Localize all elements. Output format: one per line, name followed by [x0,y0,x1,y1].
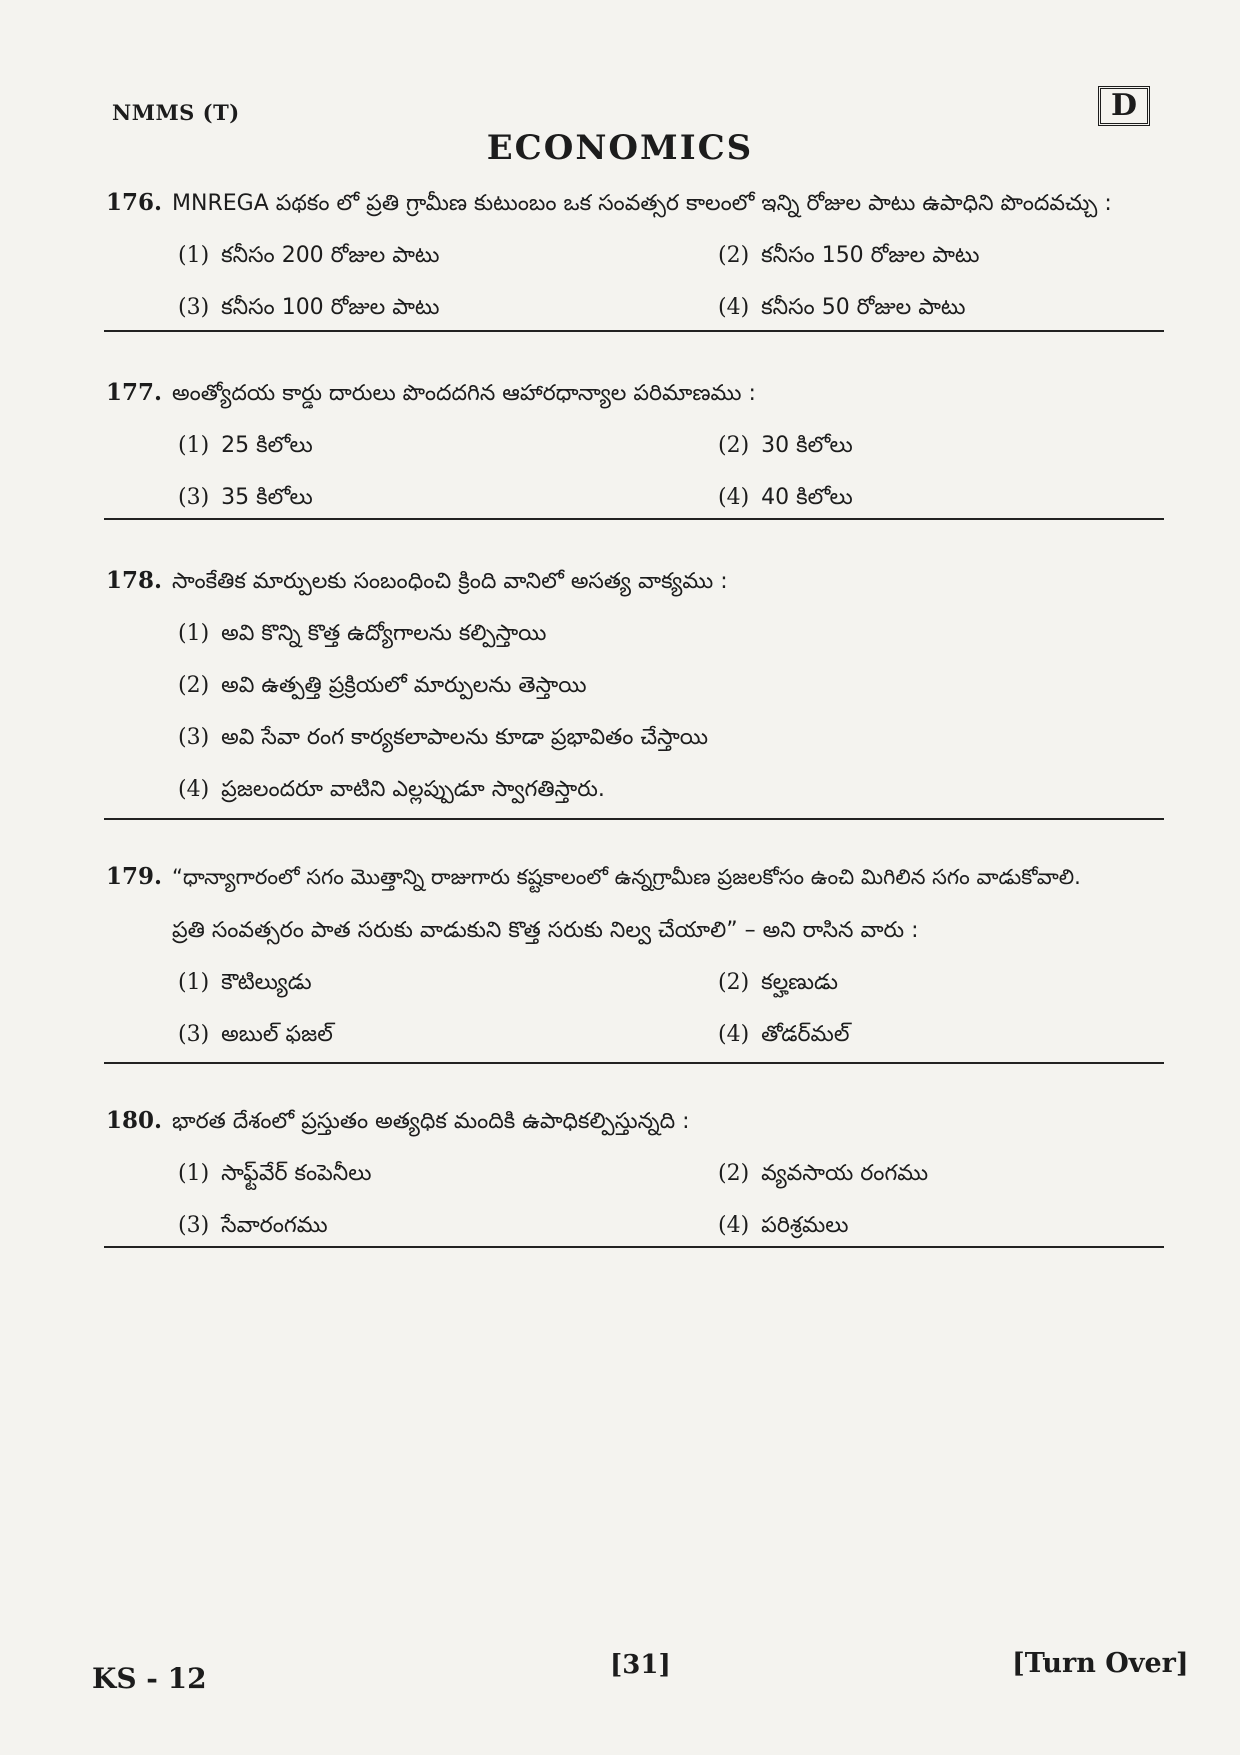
options-grid [178,431,1164,513]
option-3: (3) అవి సేవా రంగ కార్యకలాపాలను కూడా ప్రభావితం చేస్తాయి [178,725,709,750]
option-2: (2) అవి ఉత్పత్తి ప్రక్రియలో మార్పులను తెస్తాయి [178,673,587,698]
option-1: (1) కనీసం 200 రోజుల పాటు [178,243,440,268]
option-3: (3) అబుల్ ఫజల్ [178,1022,333,1047]
option-1: (1) అవి కొన్ని కొత్త ఉద్యోగాలను కల్పిస్తాయి [178,621,547,646]
question-stem: “ధాన్యాగారంలో సగం మొత్తాన్ని రాజుగారు కష్టకాలంలో ఉన్నగ్రామీణ ప్రజలకోసం ఉంచి మిగిలిన సగం వాడుకోవాలి. [172,865,1081,889]
option-3: (3) 35 కిలోలు [178,485,313,510]
question-divider [104,330,1164,332]
question-stem-line [106,188,1164,219]
question-divider [104,518,1164,520]
option-4: (4) కనీసం 50 రోజుల పాటు [718,295,966,320]
question-stem-continued: ప్రతి సంవత్సరం పాత సరుకు వాడుకుని కొత్త సరుకు నిల్వ చేయాలి” – అని రాసిన వారు : [172,918,919,943]
question-stem: అంత్యోదయ కార్డు దారులు పొందదగిన ఆహారధాన్యాల పరిమాణము : [172,381,756,406]
question-number: 177. [106,379,163,406]
page-number: [31] [610,1650,671,1680]
option-4: (4) ప్రజలందరూ వాటిని ఎల్లప్పుడూ స్వాగతిస్తారు. [178,777,605,802]
option-2: (2) వ్యవసాయ రంగము [718,1161,929,1186]
exam-code: NMMS (T) [112,100,240,125]
option-1: (1) 25 కిలోలు [178,433,313,458]
options-grid [178,1159,1164,1241]
question-divider [104,1246,1164,1248]
option-4: (4) తోడర్‌మల్ [718,1022,850,1047]
question-178 [106,566,1164,827]
question-stem: సాంకేతిక మార్పులకు సంబంధించి క్రింది వానిలో అసత్య వాక్యము : [172,569,728,594]
option-4: (4) 40 కిలోలు [718,485,853,510]
question-number: 179. [106,863,163,890]
question-stem-line [106,1106,1164,1137]
question-stem: భారత దేశంలో ప్రస్తుతం అత్యధిక మందికి ఉపాధికల్పిస్తున్నది : [172,1109,690,1134]
options-list [178,619,1164,805]
question-divider [104,1062,1164,1064]
question-number: 178. [106,567,163,594]
question-179 [106,862,1164,1050]
option-2: (2) 30 కిలోలు [718,433,853,458]
question-180 [106,1106,1164,1241]
question-divider [104,818,1164,820]
option-1: (1) కౌటిల్యుడు [178,970,312,995]
subject-title: ECONOMICS [486,128,754,168]
question-176 [106,188,1164,323]
question-stem-line [106,862,1164,892]
option-2: (2) కనీసం 150 రోజుల పాటు [718,243,980,268]
option-4: (4) పరిశ్రమలు [718,1213,849,1238]
option-2: (2) కల్హణుడు [718,970,838,995]
question-stem-line [106,378,1164,409]
turn-over-note: [Turn Over] [1012,1648,1189,1679]
option-3: (3) సేవారంగము [178,1213,328,1238]
option-3: (3) కనీసం 100 రోజుల పాటు [178,295,440,320]
option-1: (1) సాఫ్ట్‌వేర్ కంపెనీలు [178,1161,372,1186]
question-stem-line [106,566,1164,597]
question-177 [106,378,1164,513]
question-number: 180. [106,1107,163,1134]
booklet-code: KS - 12 [92,1662,207,1695]
options-grid [178,968,1164,1050]
set-code-box: D [1098,86,1150,126]
question-stem: MNREGA పథకం లో ప్రతి గ్రామీణ కుటుంబం ఒక సంవత్సర కాలంలో ఇన్ని రోజుల పాటు ఉపాధిని పొందవచ్చు : [172,191,1112,216]
options-grid [178,241,1164,323]
question-number: 176. [106,189,163,216]
